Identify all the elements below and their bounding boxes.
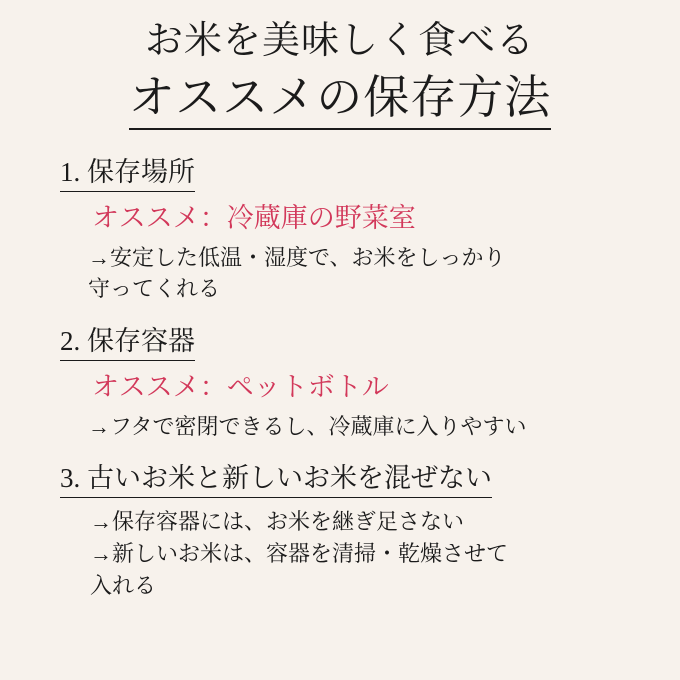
page-title: オススメの保存方法 [129,68,552,131]
title-block [26,18,654,130]
section-recommendation: オススメ：ペットボトル [92,371,389,402]
title-subline: お米を美味しく食べる [144,20,535,62]
section-detail [60,506,654,602]
section-no-mixing [60,460,654,601]
detail-line: →保存容器には、お米を継ぎ足さない [90,508,465,534]
detail-line: →安定した低温・湿度で、お米をしっかり [88,244,506,270]
section-recommendation: オススメ：冷蔵庫の野菜室 [92,202,416,233]
section-heading: 1. 保存場所 [60,154,195,191]
detail-line: 入れる [90,572,157,598]
content-list [26,154,654,601]
section-detail [60,242,654,306]
section-storage-place [60,154,654,305]
section-heading: 2. 保存容器 [60,323,195,360]
detail-line: →新しいお米は、容器を清掃・乾燥させて [90,540,509,566]
section-storage-container [60,323,654,442]
section-heading: 3. 古いお米と新しいお米を混ぜない [60,460,492,497]
detail-line: →フタで密閉できるし、冷蔵庫に入りやすい [88,413,527,439]
detail-line: 守ってくれる [88,276,221,302]
section-detail [60,411,654,443]
